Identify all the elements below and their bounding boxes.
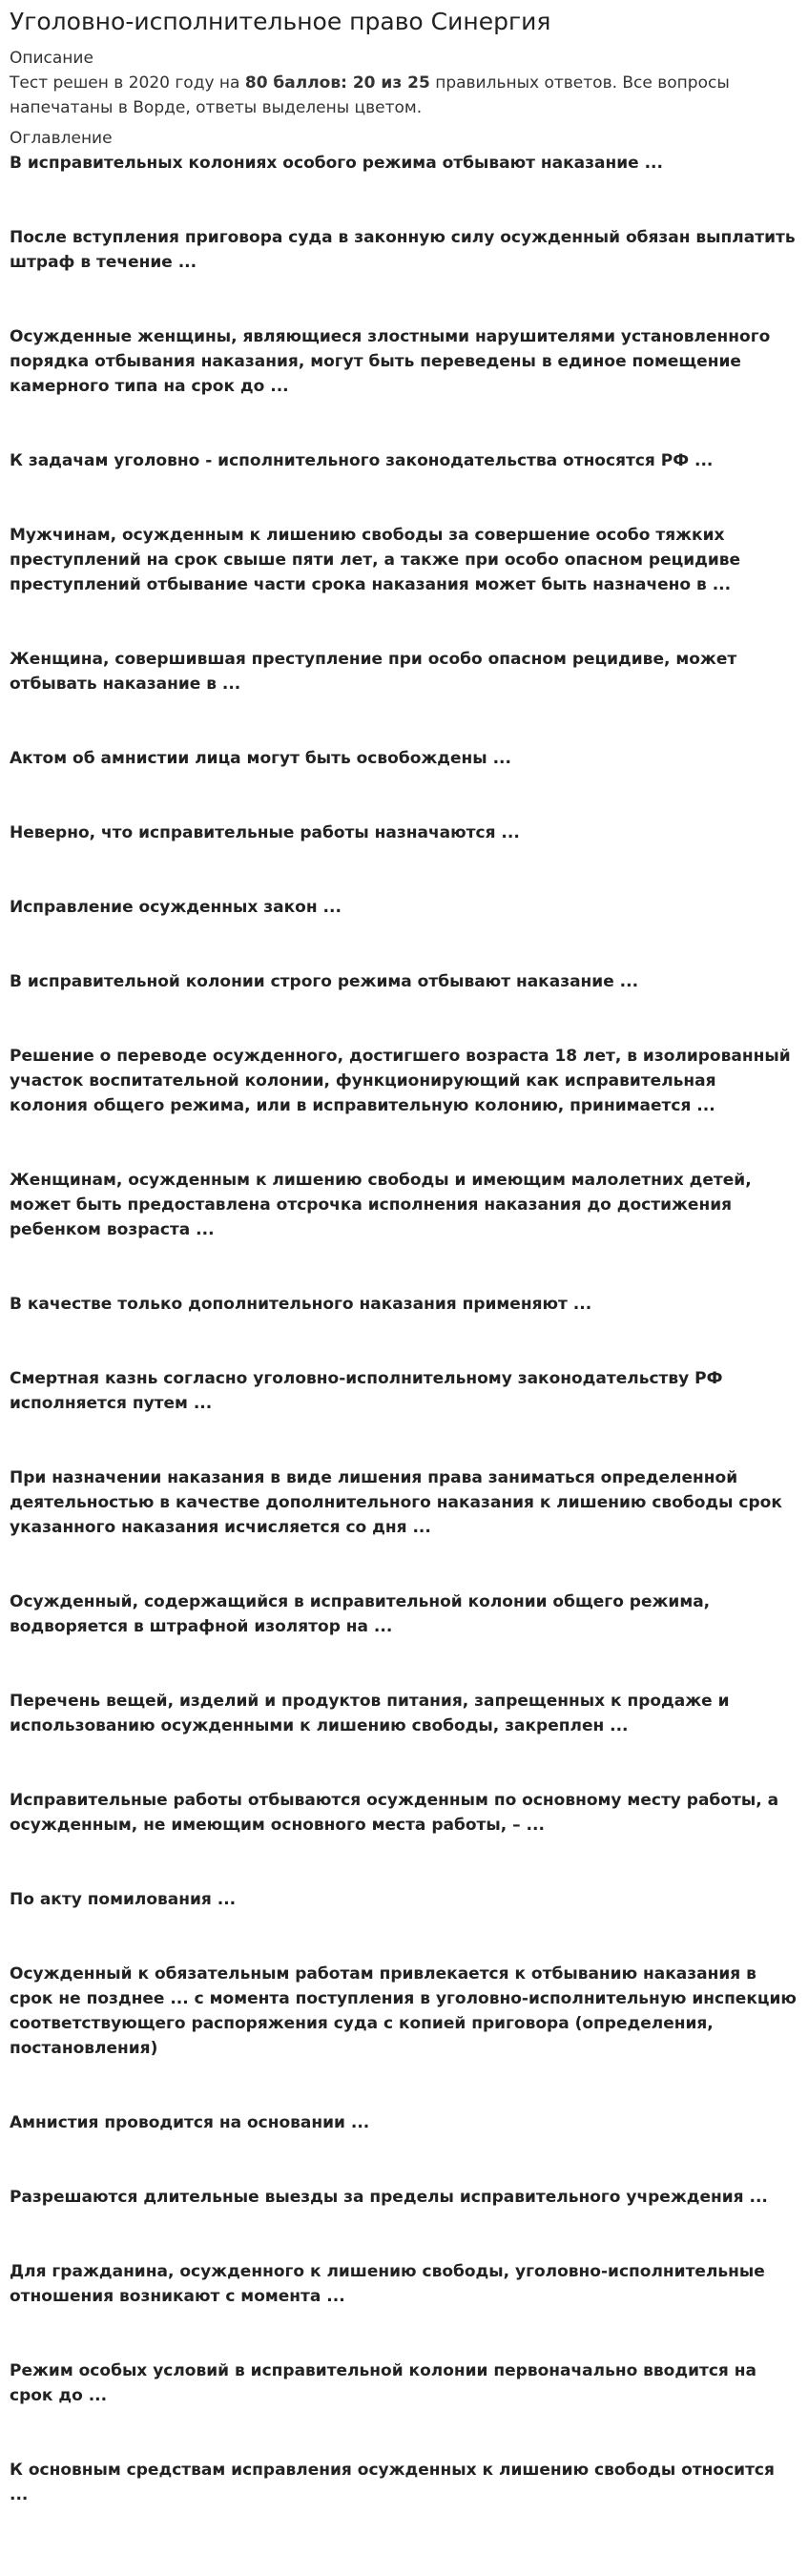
question-item: Режим особых условий в исправительной колонии первоначально вводится на срок до ... — [10, 2361, 756, 2405]
question-item: При назначении наказания в виде лишения права заниматься определенной деятельностью в качестве дополнительного наказания к лишению свободы срок указанного наказания исчисляется со дня ... — [10, 1468, 782, 1537]
description-part1: Тест решен в 2020 году на — [10, 73, 245, 93]
description-correct: 20 из 25 — [352, 73, 430, 93]
description-label: Описание — [10, 49, 93, 68]
description-part2: : — [341, 73, 353, 93]
question-item: Смертная казнь согласно уголовно-исполнительному законодательству РФ исполняется путем ... — [10, 1369, 723, 1413]
question-item: Для гражданина, осужденного к лишению свободы, уголовно-исполнительные отношения возникают с момента ... — [10, 2262, 765, 2306]
toc-label: Оглавление — [10, 129, 113, 148]
question-item: Осужденный к обязательным работам привлекается к отбыванию наказания в срок не позднее ... с момента поступления в уголовно-исполнительную инспекцию соответствующего распоряжения суда с копией приговора (определения, постановления) — [10, 1964, 797, 2058]
question-item: Актом об амнистии лица могут быть освобождены ... — [10, 749, 511, 768]
question-item: Исправительные работы отбываются осужденным по основному месту работы, а осужденным, не имеющим основного места работы, – ... — [10, 1791, 779, 1835]
question-list — [10, 151, 798, 2507]
description-score: 80 баллов — [244, 73, 342, 93]
question-item: Неверно, что исправительные работы назначаются ... — [10, 823, 520, 842]
description-text — [10, 71, 798, 120]
question-item: К основным средствам исправления осужденных к лишению свободы относится ... — [10, 2461, 775, 2504]
question-item: После вступления приговора суда в законную силу осужденный обязан выплатить штраф в течение ... — [10, 228, 796, 272]
question-item: Амнистия проводится на основании ... — [10, 2113, 370, 2132]
question-item: Исправление осужденных закон ... — [10, 898, 342, 917]
page-title: Уголовно-исполнительное право Синергия — [10, 8, 551, 35]
question-item: Разрешаются длительные выезды за пределы исправительного учреждения ... — [10, 2188, 768, 2207]
question-item: Женщинам, осужденным к лишению свободы и имеющим малолетних детей, может быть предоставлена отсрочка исполнения наказания до достижения ребенком возраста ... — [10, 1171, 752, 1239]
question-item: Осужденный, содержащийся в исправительной колонии общего режима, водворяется в штрафной изолятор на ... — [10, 1592, 711, 1636]
question-item: К задачам уголовно - исполнительного законодательства относятся РФ ... — [10, 451, 714, 470]
question-item: Мужчинам, осужденным к лишению свободы за совершение особо тяжких преступлений на срок свыше пяти лет, а также при особо опасном рецидиве преступлений отбывание части срока наказания может быть назначено в ... — [10, 526, 741, 594]
question-item: Перечень вещей, изделий и продуктов питания, запрещенных к продаже и использованию осужденными к лишению свободы, закреплен ... — [10, 1692, 730, 1735]
question-item: В исправительных колониях особого режима отбывают наказание ... — [10, 154, 663, 173]
question-item: В исправительной колонии строго режима отбывают наказание ... — [10, 972, 639, 991]
question-item: Женщина, совершившая преступление при особо опасном рецидиве, может отбывать наказание в ... — [10, 650, 737, 694]
question-item: По акту помилования ... — [10, 1890, 237, 1909]
question-item: Решение о переводе осужденного, достигшего возраста 18 лет, в изолированный участок воспитательной колонии, функционирующий как исправительная колония общего режима, или в исправительную колонию, принимается ... — [10, 1047, 791, 1115]
description-part3: правильных ответов. Все вопросы напечатаны в Ворде, ответы выделены цветом. — [10, 73, 730, 117]
question-item: Осужденные женщины, являющиеся злостными нарушителями установленного порядка отбывания наказания, могут быть переведены в единое помещение камерного типа на срок до ... — [10, 327, 771, 396]
question-item: В качестве только дополнительного наказания применяют ... — [10, 1295, 592, 1314]
